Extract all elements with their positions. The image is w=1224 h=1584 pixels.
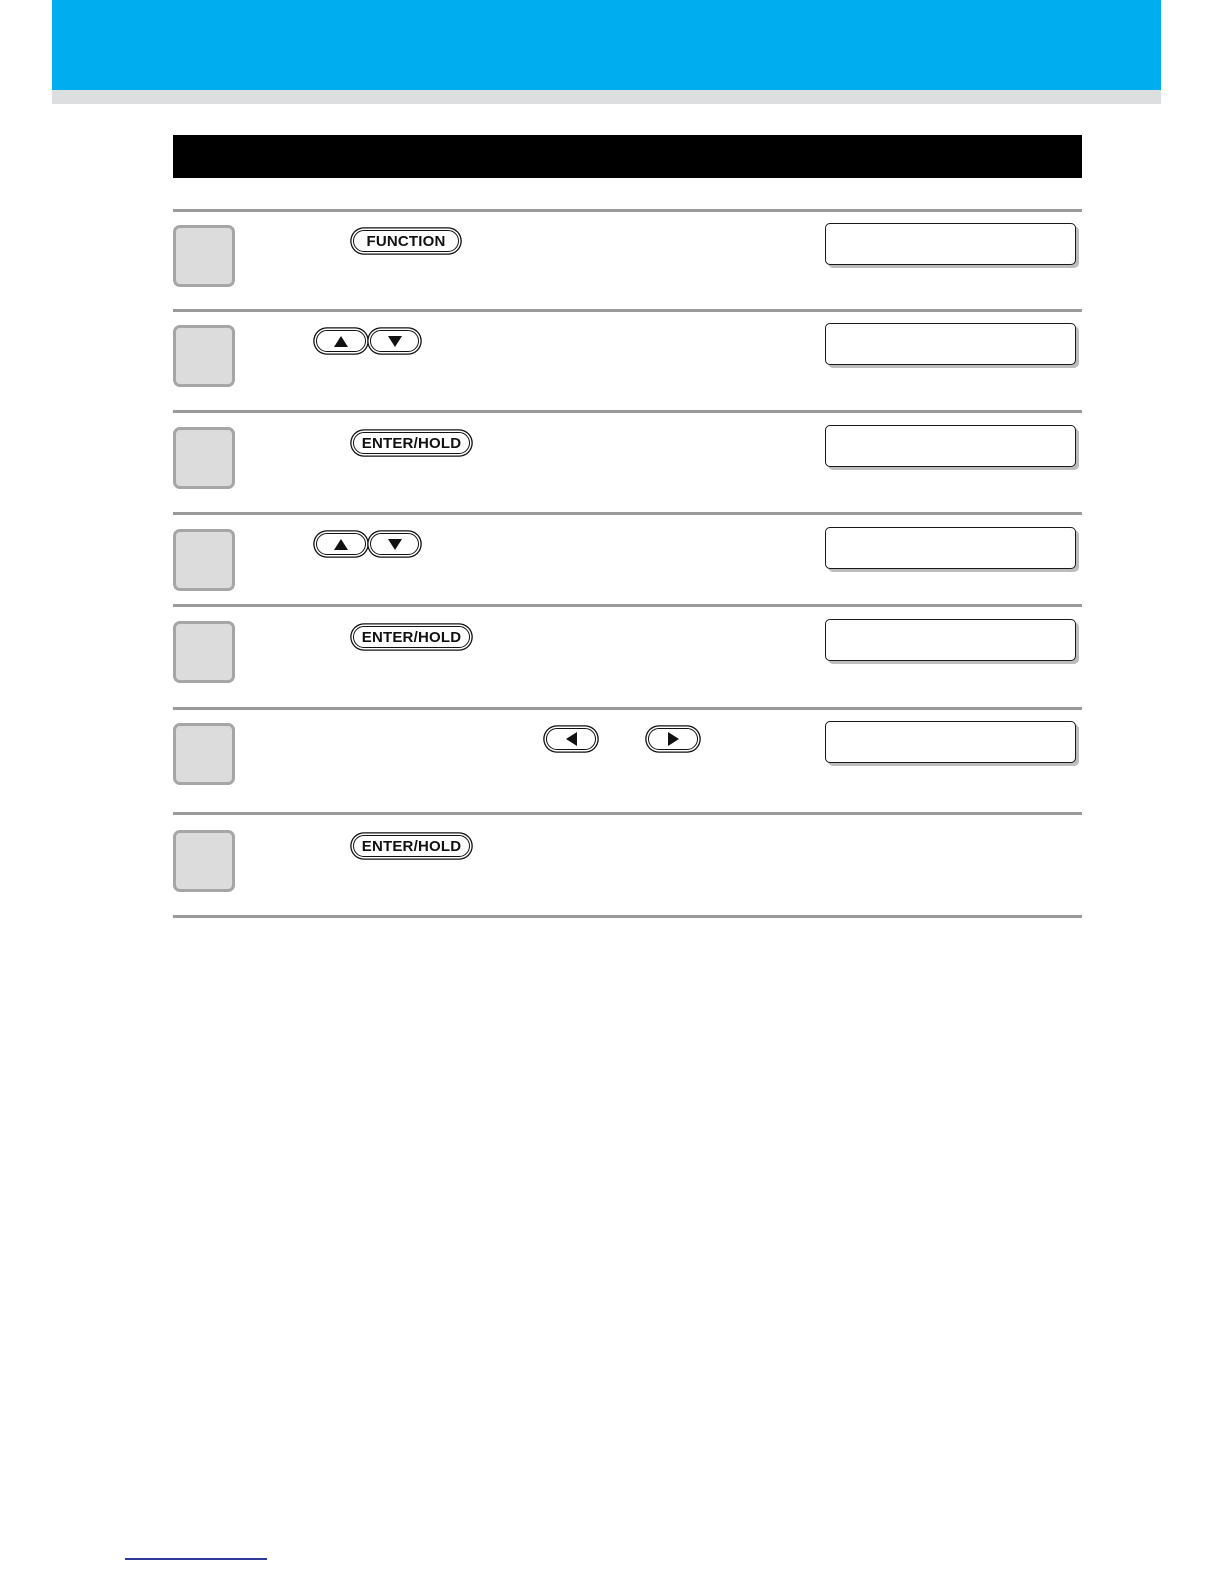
up-arrow-icon <box>334 539 348 550</box>
step-number-box-5 <box>173 621 235 683</box>
step-divider <box>173 410 1082 413</box>
left-arrow-icon <box>566 732 577 746</box>
up-arrow-icon <box>334 336 348 347</box>
header-shadow-strip <box>52 90 1161 104</box>
step-divider <box>173 309 1082 312</box>
lcd-display-1 <box>825 223 1076 265</box>
step-number-box-2 <box>173 325 235 387</box>
enter-hold-key[interactable]: ENTER/HOLD <box>353 432 470 454</box>
down-arrow-key[interactable] <box>370 330 419 352</box>
section-title-bar <box>173 135 1082 178</box>
enter-hold-key[interactable]: ENTER/HOLD <box>353 835 470 857</box>
step-number-box-3 <box>173 427 235 489</box>
step-divider <box>173 915 1082 918</box>
step-number-box-6 <box>173 723 235 785</box>
step-divider <box>173 209 1082 212</box>
right-arrow-icon <box>668 732 679 746</box>
down-arrow-key[interactable] <box>370 533 419 555</box>
header-band <box>52 0 1161 90</box>
up-arrow-key[interactable] <box>316 330 366 352</box>
right-arrow-key[interactable] <box>648 728 698 750</box>
down-arrow-icon <box>388 539 402 550</box>
footer-link-underline[interactable] <box>125 1558 267 1560</box>
lcd-display-3 <box>825 425 1076 467</box>
step-number-box-1 <box>173 225 235 287</box>
step-divider <box>173 512 1082 515</box>
left-arrow-key[interactable] <box>546 728 596 750</box>
up-arrow-key[interactable] <box>316 533 366 555</box>
lcd-display-4 <box>825 527 1076 569</box>
function-key[interactable]: FUNCTION <box>353 230 459 252</box>
step-divider <box>173 707 1082 710</box>
step-number-box-4 <box>173 529 235 591</box>
enter-hold-key[interactable]: ENTER/HOLD <box>353 626 470 648</box>
lcd-display-5 <box>825 619 1076 661</box>
down-arrow-icon <box>388 336 402 347</box>
step-divider <box>173 604 1082 607</box>
step-divider <box>173 812 1082 815</box>
step-number-box-7 <box>173 830 235 892</box>
lcd-display-2 <box>825 323 1076 365</box>
lcd-display-6 <box>825 721 1076 763</box>
